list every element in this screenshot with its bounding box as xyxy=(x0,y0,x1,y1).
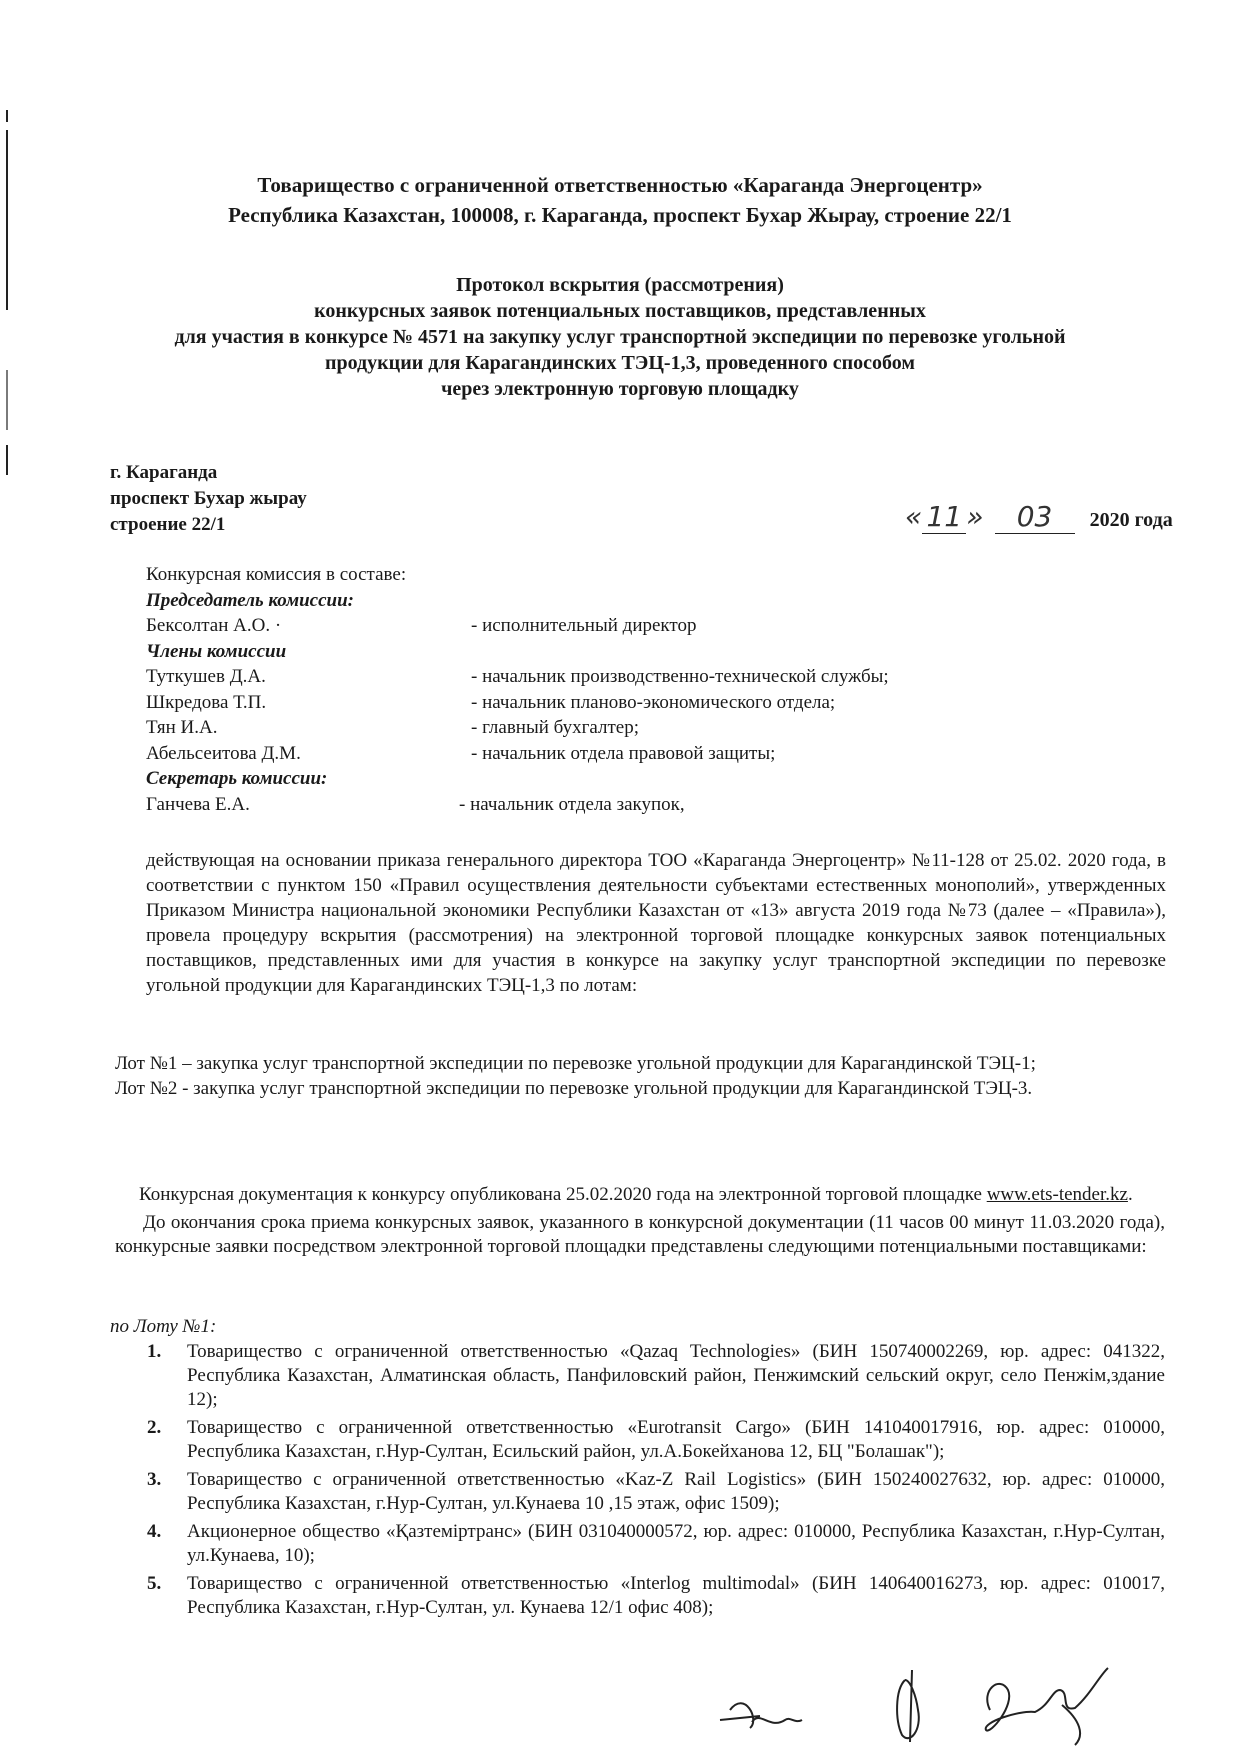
place-street: проспект Бухар жырау xyxy=(110,488,307,509)
url-suffix: . xyxy=(1127,1184,1133,1205)
member-name: Тян И.А. xyxy=(146,717,218,738)
place-block xyxy=(110,460,307,538)
commission-row-member xyxy=(146,664,1046,690)
list-item xyxy=(147,1468,1165,1516)
protocol-title-line: Протокол вскрытия (рассмотрения) xyxy=(456,274,784,296)
lot-item: Лот №1 – закупка услуг транспортной экспедиции по перевозке угольной продукции для Карагандинской ТЭЦ-1; xyxy=(115,1053,1036,1074)
list-item xyxy=(147,1572,1165,1620)
signature-2 xyxy=(897,1670,919,1742)
member-role: - исполнительный директор xyxy=(471,615,697,636)
commission-row-secretary xyxy=(146,792,1046,818)
supplier-number: 2. xyxy=(147,1417,162,1438)
supplier-number: 5. xyxy=(147,1573,162,1594)
lot1-label: по Лоту №1: xyxy=(110,1316,217,1337)
scan-edge-mark xyxy=(6,445,8,475)
suppliers-list xyxy=(147,1340,1165,1624)
list-item xyxy=(147,1340,1165,1412)
member-name: Бексолтан А.О. · xyxy=(146,615,282,636)
supplier-text: Товарищество с ограниченной ответственностью «Interlog multimodal» (БИН 140640016273, юр. адрес: 010017, Республика Казахстан, г.Нур-Султан, ул. Кунаева 12/1 офис 408); xyxy=(187,1573,1165,1618)
commission-intro: Конкурсная комиссия в составе: xyxy=(146,564,407,585)
organization-header xyxy=(0,170,1240,230)
member-name: Туткушев Д.А. xyxy=(146,666,266,687)
date-year: 2020 года xyxy=(1089,509,1173,531)
supplier-text: Товарищество с ограниченной ответственностью «Kaz-Z Rail Logistics» (БИН 150240027632, юр. адрес: 010000, Республика Казахстан, г.Нур-Султан, ул.Кунаева 10 ,15 этаж, офис 1509); xyxy=(187,1469,1165,1514)
commission-row-member xyxy=(146,715,1046,741)
member-role: - главный бухгалтер; xyxy=(471,717,639,738)
signature-3 xyxy=(986,1668,1108,1745)
handwritten-signatures xyxy=(690,1650,1130,1750)
commission-row-chair xyxy=(146,613,1046,639)
member-role: - начальник планово-экономического отдела; xyxy=(471,691,836,713)
list-item xyxy=(147,1520,1165,1568)
date-close-quote: » xyxy=(966,500,984,533)
member-name: Абельсеитова Д.М. xyxy=(146,742,301,764)
chair-heading: Председатель комиссии: xyxy=(146,589,354,611)
documentation-published-text: Конкурсная документация к конкурсу опубликована 25.02.2020 года на электронной торговой площадке xyxy=(139,1184,982,1205)
list-item xyxy=(147,1416,1165,1464)
member-role: - начальник отдела закупок, xyxy=(459,793,685,815)
tender-site-link[interactable]: www.ets-tender.kz xyxy=(986,1184,1128,1205)
scan-edge-mark xyxy=(6,110,8,122)
commission-block xyxy=(146,562,1046,817)
documentation-block xyxy=(115,1183,1165,1259)
commission-row-member xyxy=(146,741,1046,767)
members-heading: Члены комиссии xyxy=(146,640,287,662)
supplier-number: 3. xyxy=(147,1469,162,1490)
member-role: - начальник отдела правовой защиты; xyxy=(471,742,776,764)
supplier-text: Товарищество с ограниченной ответственностью «Eurotransit Cargo» (БИН 141040017916, юр. адрес: 010000, Республика Казахстан, г.Нур-Султан, Есильский район, ул.А.Бокейханова 12, БЦ "Болашак"); xyxy=(187,1417,1165,1462)
documentation-published xyxy=(115,1183,1165,1207)
protocol-title-line: через электронную торговую площадку xyxy=(441,378,799,400)
supplier-number: 1. xyxy=(147,1341,162,1362)
protocol-title-line: продукции для Карагандинских ТЭЦ-1,3, проведенного способом xyxy=(324,352,916,374)
documentation-deadline: До окончания срока приема конкурсных заявок, указанного в конкурсной документации (11 часов 00 минут 11.03.2020 года), конкурсные заявки посредством электронной торговой площадки представлены следующими потенциальными поставщиками: xyxy=(115,1212,1165,1257)
organization-address: Республика Казахстан, 100008, г. Караганда, проспект Бухар Жырау, строение 22/1 xyxy=(228,203,1012,227)
member-role: - начальник производственно-технической службы; xyxy=(471,666,889,687)
member-name: Ганчева Е.А. xyxy=(146,793,250,815)
member-name: Шкредова Т.П. xyxy=(146,691,267,713)
supplier-text: Товарищество с ограниченной ответственностью «Qazaq Technologies» (БИН 150740002269, юр. адрес: 041322, Республика Казахстан, Алматинская область, Панфиловский район, Пенжимский сельский округ, село Пенжім,здание 12); xyxy=(187,1341,1165,1410)
signature-1 xyxy=(720,1703,802,1728)
supplier-number: 4. xyxy=(147,1521,162,1542)
protocol-date xyxy=(905,500,1173,534)
organization-name: Товарищество с ограниченной ответственностью «Караганда Энергоцентр» xyxy=(257,173,983,197)
place-city: г. Караганда xyxy=(110,462,218,483)
lot-item: Лот №2 - закупка услуг транспортной экспедиции по перевозке угольной продукции для Карагандинской ТЭЦ-3. xyxy=(115,1078,1033,1099)
supplier-text: Акционерное общество «Қазтеміртранс» (БИН 031040000572, юр. адрес: 010000, Республика Казахстан, г.Нур-Султан, ул.Кунаева, 10); xyxy=(187,1521,1165,1566)
body-paragraph: действующая на основании приказа генерального директора ТОО «Караганда Энергоцентр» №11-128 от 25.02. 2020 года, в соответствии с пунктом 150 «Правил осуществления деятельности субъектами естественных монополий», утвержденных Приказом Министра национальной экономики Республики Казахстан от «13» августа 2019 года №73 (далее – «Правила»), провела процедуру вскрытия (рассмотрения) на электронной торговой площадке конкурсных заявок потенциальных поставщиков, представленных ими для участия в конкурсе на закупку услуг транспортной экспедиции по перевозке угольной продукции для Карагандинских ТЭЦ-1,3 по лотам: xyxy=(146,850,1166,996)
protocol-title-line: конкурсных заявок потенциальных поставщиков, представленных xyxy=(314,300,926,322)
lots-list xyxy=(115,1051,1165,1101)
secretary-heading: Секретарь комиссии: xyxy=(146,768,328,789)
protocol-title xyxy=(0,272,1240,402)
date-day-handwritten: 11 xyxy=(922,500,966,534)
date-open-quote: « xyxy=(905,500,923,533)
commission-row-member xyxy=(146,690,1046,716)
place-building: строение 22/1 xyxy=(110,514,226,535)
date-month-handwritten: 03 xyxy=(995,500,1075,534)
protocol-title-line: для участия в конкурсе № 4571 на закупку услуг транспортной экспедиции по перевозке угольной xyxy=(174,326,1066,348)
